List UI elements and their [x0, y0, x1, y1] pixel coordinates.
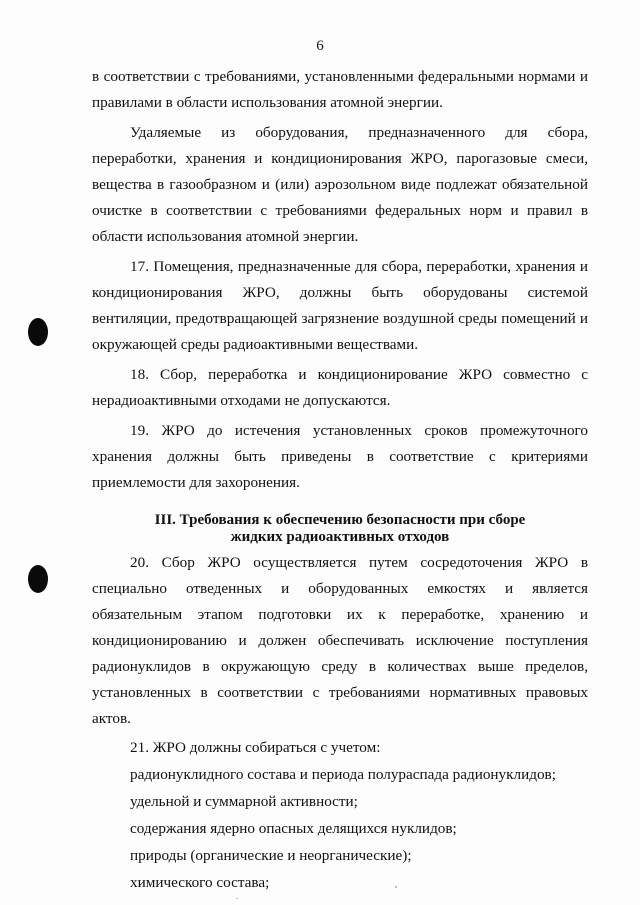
paragraph-21: 21. ЖРО должны собираться с учетом:	[130, 739, 381, 756]
scan-speck	[236, 898, 238, 899]
list-item: радионуклидного состава и периода полураспада радионуклидов;	[130, 766, 556, 783]
list-item: содержания ядерно опасных делящихся нуклидов;	[130, 820, 457, 837]
document-body	[92, 64, 588, 896]
section-heading	[92, 512, 588, 546]
page-number: 6	[316, 38, 324, 54]
list-item: химического состава;	[130, 874, 270, 891]
paragraph-17: 17. Помещения, предназначенные для сбора, переработки, хранения и кондиционирования ЖРО, должны быть оборудованы системой вентиляции, предотвращающей загрязнение воздушной среды помещений и окружающей среды радиоактивными веществами.	[92, 258, 588, 353]
list-item: удельной и суммарной активности;	[130, 793, 358, 810]
list-item: природы (органические и неорганические);	[130, 847, 412, 864]
paragraph-18: 18. Сбор, переработка и кондиционирование ЖРО совместно с нерадиоактивными отходами не допускаются.	[92, 366, 588, 409]
paragraph-20: 20. Сбор ЖРО осуществляется путем сосредоточения ЖРО в специально отведенных и оборудованных емкостях и является обязательным этапом подготовки их к переработке, хранению и кондиционированию и должен обеспечивать исключение поступления радионуклидов в окружающую среду в количествах выше пределов, установленных в соответствии с требованиями нормативных правовых актов.	[92, 554, 588, 727]
paragraph-removed-gases: Удаляемые из оборудования, предназначенного для сбора, переработки, хранения и кондиционирования ЖРО, парогазовые смеси, вещества в газообразном и (или) аэрозольном виде подлежат обязательной очистке в соответствии с требованиями федеральных норм и правил в области использования атомной энергии.	[92, 124, 588, 245]
binder-hole-icon	[28, 318, 48, 346]
section-heading-line-2: жидких радиоактивных отходов	[230, 529, 450, 545]
paragraph-19: 19. ЖРО до истечения установленных сроков промежуточного хранения должны быть приведены в соответствие с критериями приемлемости для захоронения.	[92, 422, 588, 491]
scan-speck	[395, 886, 397, 888]
binder-hole-icon	[28, 565, 48, 593]
section-heading-line-1: III. Требования к обеспечению безопасности при сборе	[154, 512, 526, 528]
paragraph-continuation: в соответствии с требованиями, установленными федеральными нормами и правилами в области использования атомной энергии.	[92, 68, 588, 111]
